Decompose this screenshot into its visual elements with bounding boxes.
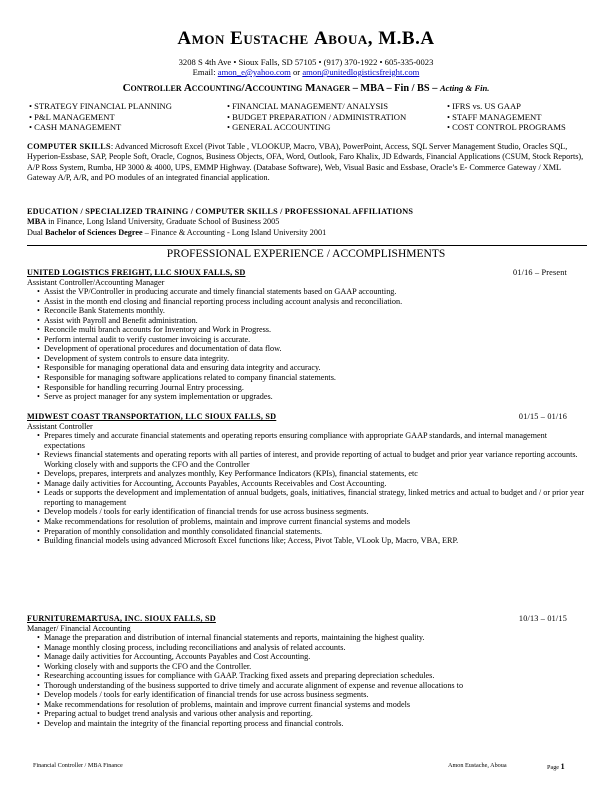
job-bullet: • Manage daily activities for Accounting, Accounts Payables, Accounts Receivables and Cost Accounting. bbox=[27, 479, 587, 489]
skill-item: • STAFF MANAGEMENT bbox=[447, 111, 542, 122]
job-bullet: • Perform internal audit to verify customer invoicing is accurate. bbox=[27, 335, 587, 345]
job-dates: 01/15 – 01/16 bbox=[518, 412, 567, 421]
job-bullets bbox=[27, 431, 587, 546]
job-dates: 01/16 – Present bbox=[513, 268, 567, 277]
job-bullet: • Researching accounting issues for compliance with GAAP. Tracking fixed assets and preparing depreciation schedules. bbox=[27, 671, 587, 681]
job-bullet: • Make recommendations for resolution of problems, maintain and improve current financial systems and models bbox=[27, 517, 587, 527]
job-bullet: • Manage monthly closing process, including reconciliations and analysis of related accounts. bbox=[27, 643, 587, 653]
job-entry-3 bbox=[27, 614, 587, 729]
skill-item: • STRATEGY FINANCIAL PLANNING bbox=[29, 101, 172, 111]
job-bullet: • Assist in the month end closing and financial reporting process including account analysis and reconciliation. bbox=[27, 297, 587, 307]
job-bullet: • Responsible for managing software applications related to company financial statements. bbox=[27, 373, 587, 383]
job-bullet: • Develop and maintain the integrity of the financial reporting process and financial controls. bbox=[27, 719, 587, 729]
job-bullet: • Preparation of monthly consolidation and monthly consolidated financial statements. bbox=[27, 527, 587, 537]
skill-item: • BUDGET PREPARATION / ADMINISTRATION bbox=[227, 111, 407, 122]
job-role: Assistant Controller/Accounting Manager bbox=[27, 277, 165, 287]
education-heading: EDUCATION / SPECIALIZED TRAINING / COMPUTER SKILLS / PROFESSIONAL AFFILIATIONS bbox=[27, 207, 414, 216]
footer-name: Amon Eustache, Aboua bbox=[448, 762, 507, 769]
job-bullet: • Building financial models using advanced Microsoft Excel functions like; Access, Pivot Table, VLook Up, Macro, VBA, ERP. bbox=[27, 536, 587, 546]
job-bullet: • Assist with Payroll and Benefit administration. bbox=[27, 316, 587, 326]
candidate-name: Amon Eustache Aboua, M.B.A bbox=[177, 28, 435, 49]
footer-left: Financial Controller / MBA Finance bbox=[33, 762, 123, 769]
job-bullet: • Develop models / tools for early identification of financial trends for use across business segments. bbox=[27, 690, 587, 700]
skill-item: • GENERAL ACCOUNTING bbox=[227, 122, 331, 133]
job-bullet: • Reconcile multi branch accounts for Inventory and Work in Progress. bbox=[27, 325, 587, 335]
education-mba: MBA in Finance, Long Island University, Graduate School of Business 2005 bbox=[27, 217, 280, 227]
job-bullet: • Develop models / tools for early identification of financial trends for use across business segments. bbox=[27, 507, 587, 517]
skills-column-2 bbox=[227, 101, 406, 133]
job-bullet: • Manage daily activities for Accounting, Accounts Payables and Cost Accounting. bbox=[27, 652, 587, 662]
job-bullet: • Preparing actual to budget trend analysis and various other analysis and reporting. bbox=[27, 709, 587, 719]
education-bachelor: Dual Bachelor of Sciences Degree – Finance & Accounting - Long Island University 2001 bbox=[27, 227, 327, 237]
job-bullet: • Development of operational procedures and documentation of data flow. bbox=[27, 344, 587, 354]
education-section bbox=[27, 207, 587, 238]
email-link-2[interactable]: amon@unitedlogisticsfreight.com bbox=[302, 67, 420, 77]
job-entry-2 bbox=[27, 412, 587, 546]
job-bullet: • Responsible for handling recurring Journal Entry processing. bbox=[27, 383, 587, 393]
company-name: UNITED LOGISTICS FREIGHT, LLC SIOUX FALLS, SD bbox=[27, 268, 246, 277]
skills-column-3 bbox=[447, 101, 566, 133]
job-bullet: • Make recommendations for resolution of problems, maintain and improve current financial systems and models bbox=[27, 700, 587, 710]
job-bullet: • Development of system controls to ensure data integrity. bbox=[27, 354, 587, 364]
page-footer bbox=[33, 762, 573, 769]
skill-item: • CASH MANAGEMENT bbox=[29, 122, 122, 133]
experience-heading: PROFESSIONAL EXPERIENCE / ACCOMPLISHMENTS bbox=[166, 248, 446, 260]
job-bullet: • Leads or supports the development and implementation of annual budgets, goals, initiatives, financial strategy, linked metrics and actual to budget and / or prior year reporting to management bbox=[27, 488, 587, 507]
job-bullets bbox=[27, 287, 587, 402]
company-name: FURNITUREMARTUSA, INC. SIOUX FALLS, SD bbox=[27, 614, 216, 623]
job-bullet: • Reviews financial statements and operating reports with all parties of interest, and provide reporting of actual to budget and prior year variance reporting accounts. Working closely with and supports the CFO and the Controller bbox=[27, 450, 587, 469]
footer-page: Page 1 bbox=[547, 762, 565, 771]
job-bullet: • Prepares timely and accurate financial statements and operating reports ensuring compliance with appropriate GAAP standards, and internal management expectations bbox=[27, 431, 587, 450]
job-bullet: • Develops, prepares, interprets and analyzes monthly, Key Performance Indicators (KPIs), financial statements, etc bbox=[27, 469, 587, 479]
skill-item: • IFRS vs. US GAAP bbox=[447, 101, 521, 111]
skill-item: • COST CONTROL PROGRAMS bbox=[447, 122, 566, 133]
job-title-line: Controller Accounting/Accounting Manager – MBA – Fin / BS – Acting & Fin. bbox=[122, 82, 490, 94]
job-bullet: • Working closely with and supports the CFO and the Controller. bbox=[27, 662, 587, 672]
skills-column-1 bbox=[29, 101, 172, 133]
job-bullet: • Serve as project manager for any system implementation or upgrades. bbox=[27, 392, 587, 402]
job-entry-1 bbox=[27, 268, 587, 402]
job-role: Manager/ Financial Accounting bbox=[27, 623, 131, 633]
job-bullet: • Responsible for managing operational data and ensuring data integrity and accuracy. bbox=[27, 363, 587, 373]
skill-item: • P&L MANAGEMENT bbox=[29, 111, 115, 122]
company-name: MIDWEST COAST TRANSPORTATION, LLC SIOUX FALLS, SD bbox=[27, 412, 277, 421]
section-divider bbox=[27, 245, 587, 246]
job-bullet: • Thorough understanding of the business supported to drive timely and accurate alignment of expense and revenue allocations to bbox=[27, 681, 587, 691]
job-role: Assistant Controller bbox=[27, 421, 93, 431]
computer-skills: COMPUTER SKILLS: Advanced Microsoft Excel (Pivot Table , VLOOKUP, Macro, VBA), PowerPoint, Access, SQL Server Management Studio, Oracles SQL, Hyperion-Essbase, SAP, People Soft, Oracle, Cognos, Business Objects, OFA, Word, Outlook, Faro Khalix, JD Edwards, Financial Applications (CSUM, Stock Reports), A/P Ross System, Rumba, HP 3000 & 4000, UPS, EMMP Highway. (Database Software), Web, Visual Basic and Essbase, Oracle’s E- Commerce Gateway / XML Gateway A/P, A/R, and PO modules of an integrated financial application. bbox=[27, 142, 584, 182]
skill-item: • FINANCIAL MANAGEMENT/ ANALYSIS bbox=[227, 101, 389, 111]
job-dates: 10/13 – 01/15 bbox=[518, 614, 567, 623]
email-link-1[interactable]: amon_e@yahoo.com bbox=[217, 67, 291, 77]
contact-email: Email: amon_e@yahoo.com or amon@unitedlogisticsfreight.com bbox=[192, 67, 420, 77]
contact-address: 3208 S 4th Ave • Sioux Falls, SD 57105 • (917) 370-1922 • 605-335-0023 bbox=[178, 57, 434, 67]
job-bullet: • Reconcile Bank Statements monthly. bbox=[27, 306, 587, 316]
job-bullets bbox=[27, 633, 587, 728]
job-bullet: • Manage the preparation and distribution of internal financial statements and reports, maintaining the highest quality. bbox=[27, 633, 587, 643]
job-bullet: • Assist the VP/Controller in producing accurate and timely financial statements based on GAAP accounting. bbox=[27, 287, 587, 297]
